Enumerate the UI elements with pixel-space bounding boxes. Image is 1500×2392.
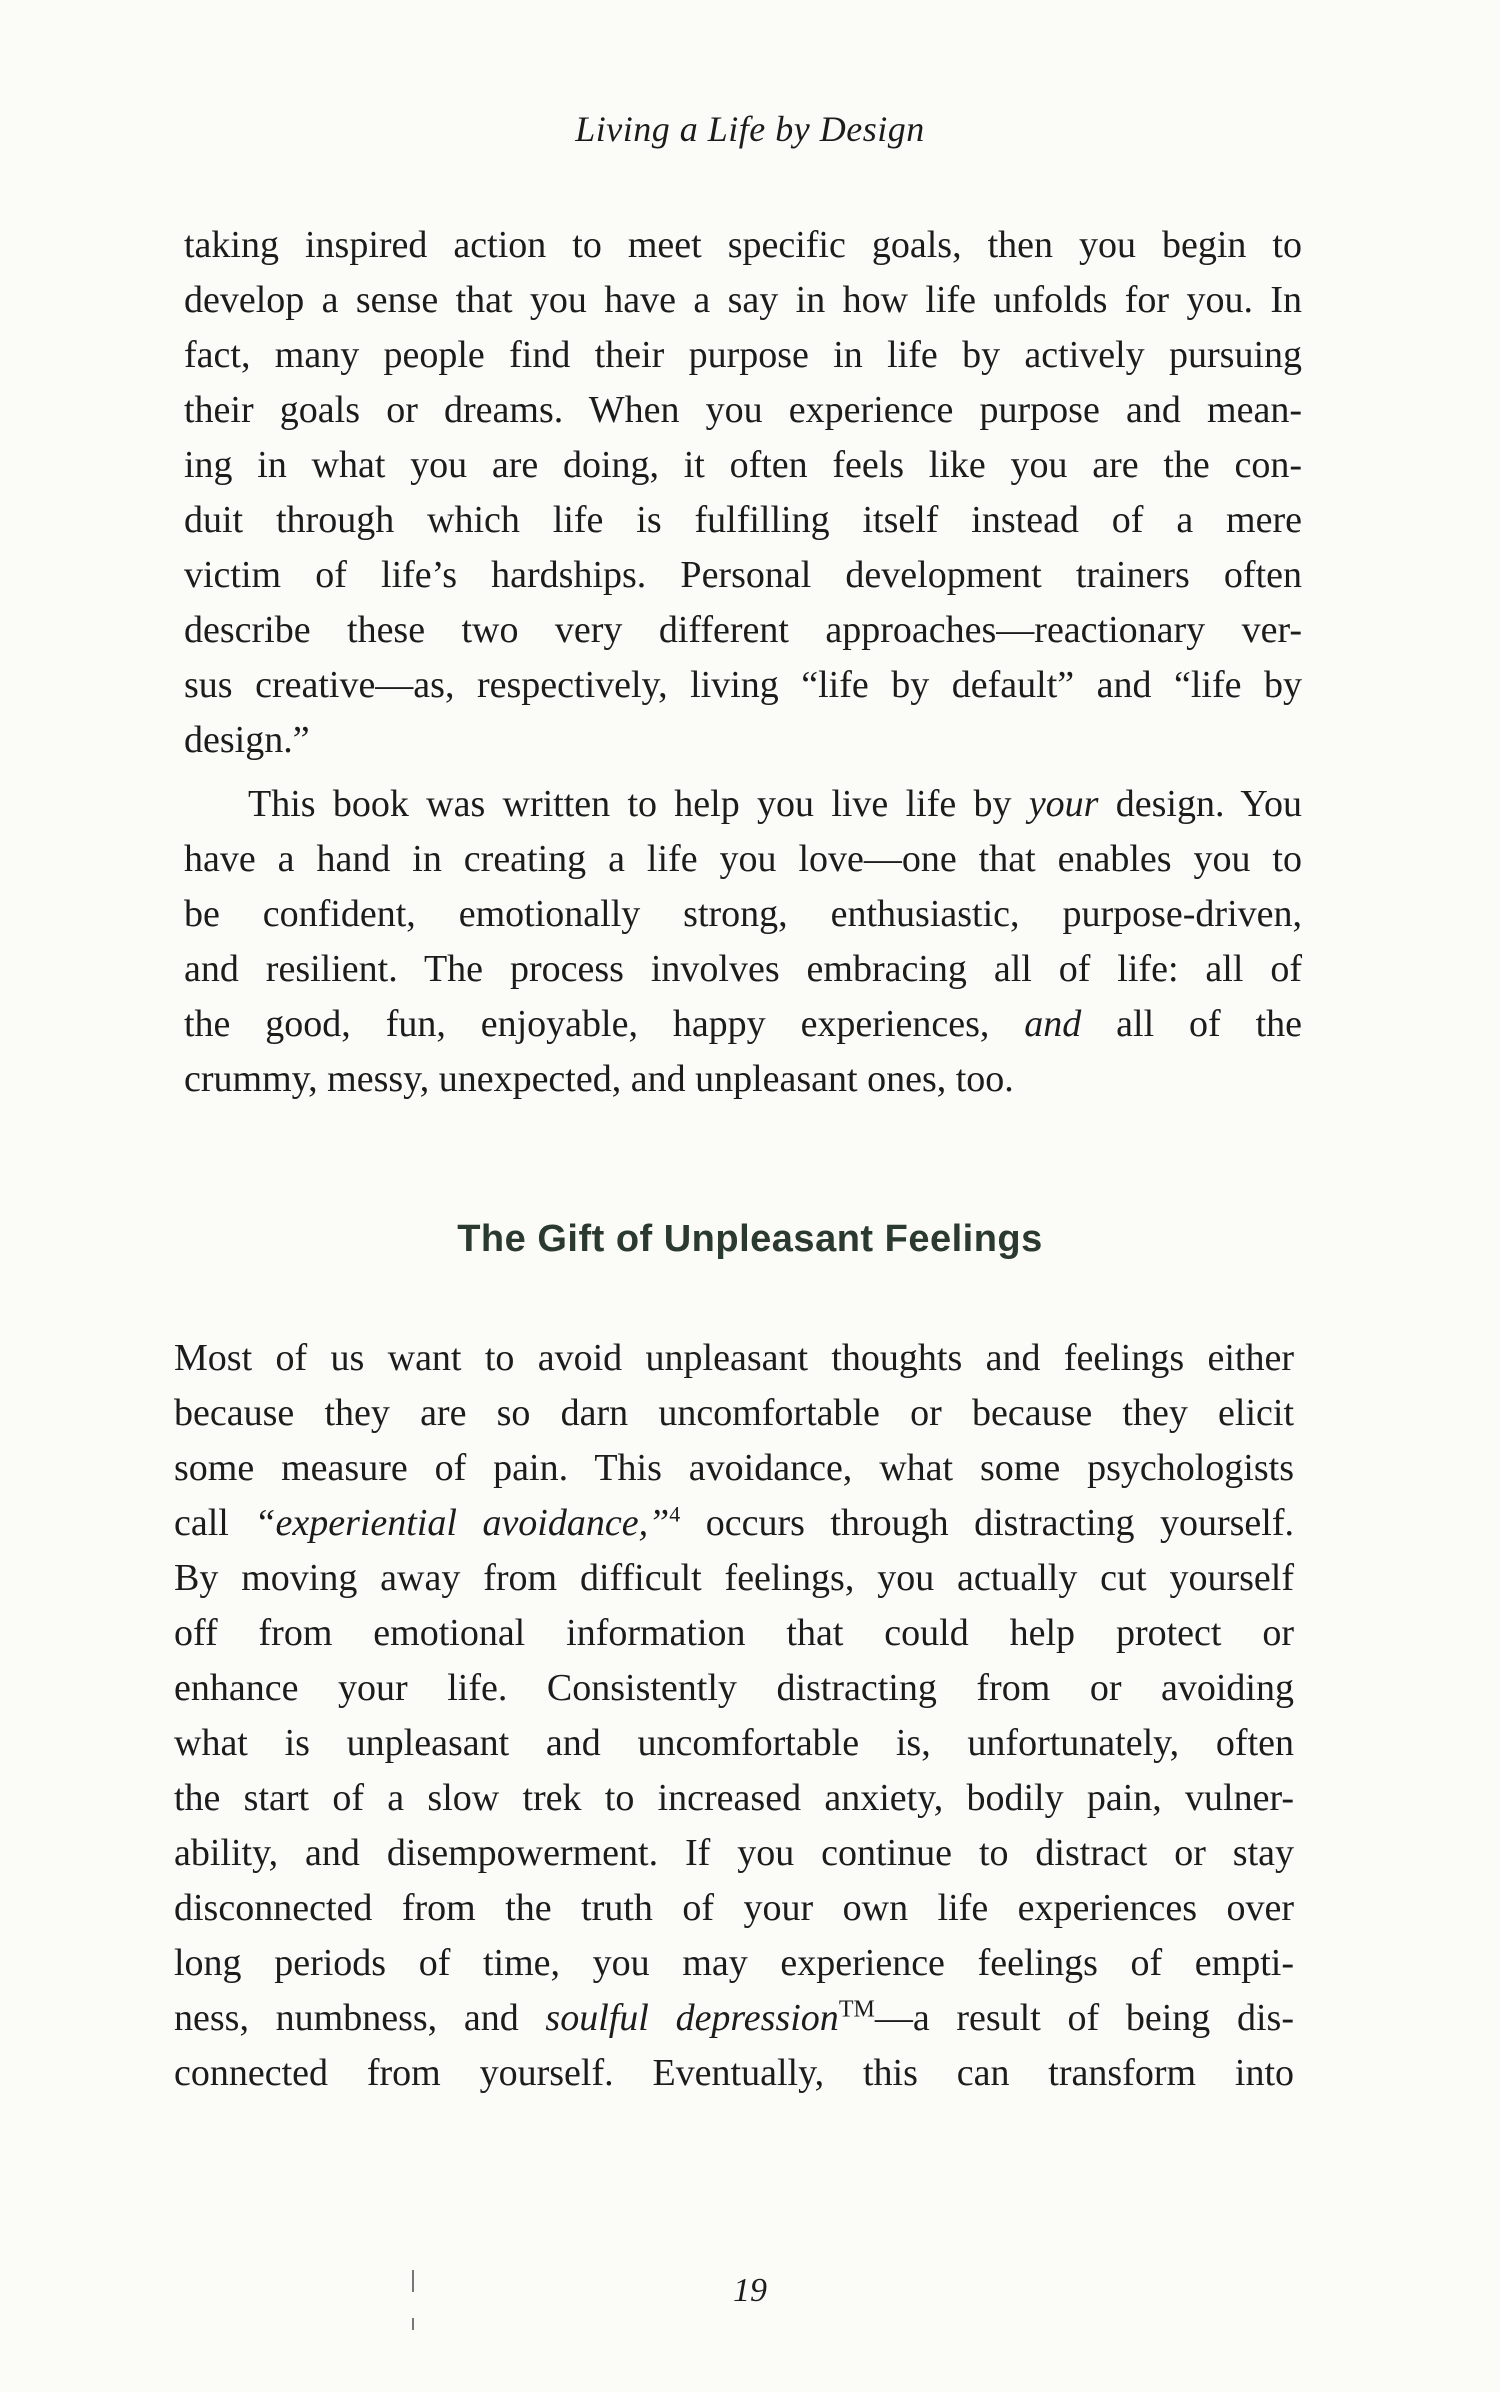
text-line: crummy, messy, unexpected, and unpleasant ones, too.: [184, 1058, 1014, 1100]
text-line: ness, numbness, and soulful depression™—a result of being dis-: [174, 1996, 1294, 2039]
text-line: the start of a slow trek to increased anxiety, bodily pain, vulner-: [174, 1777, 1294, 1819]
text-line: sus creative—as, respectively, living “life by default” and “life by: [184, 664, 1302, 706]
trademark-mark: TM: [838, 1996, 875, 2023]
text-line: fact, many people find their purpose in life by actively pursuing: [184, 334, 1302, 376]
text-line: describe these two very different approaches—reactionary ver-: [184, 609, 1302, 651]
emphasis: soulful depression: [545, 1997, 839, 2039]
text-line: design.”: [184, 719, 310, 761]
text-line: connected from yourself. Eventually, this can transform into: [174, 2052, 1294, 2094]
text-line: and resilient. The process involves embracing all of life: all of: [184, 948, 1302, 990]
footnote-ref: 4: [669, 1501, 681, 1527]
text-line: This book was written to help you live life by your design. You: [248, 783, 1302, 825]
text-line: taking inspired action to meet specific goals, then you begin to: [184, 224, 1302, 266]
text-line: off from emotional information that could help protect or: [174, 1612, 1294, 1654]
text-line: victim of life’s hardships. Personal development trainers often: [184, 554, 1302, 596]
text-line: what is unpleasant and uncomfortable is, unfortunately, often: [174, 1722, 1294, 1764]
text-line: their goals or dreams. When you experience purpose and mean-: [184, 389, 1302, 431]
text-line: duit through which life is fulfilling itself instead of a mere: [184, 499, 1302, 541]
page-number: 19: [733, 2272, 767, 2309]
paragraph-3: [174, 1331, 1294, 2101]
text-line: some measure of pain. This avoidance, what some psychologists: [174, 1447, 1294, 1489]
emphasis: “experiential avoidance,”: [254, 1502, 670, 1544]
text-line: disconnected from the truth of your own life experiences over: [174, 1887, 1294, 1929]
scan-mark: [412, 2318, 414, 2330]
paragraph-2: [184, 777, 1302, 1107]
paragraph-1: [184, 218, 1302, 768]
section-heading: The Gift of Unpleasant Feelings: [457, 1218, 1043, 1260]
text-line: call “experiential avoidance,”$^4$ occurs through distracting yourself.: [174, 1501, 1294, 1544]
emphasis: your: [1028, 783, 1099, 825]
text-line: have a hand in creating a life you love—one that enables you to: [184, 838, 1302, 880]
text-line: the good, fun, enjoyable, happy experiences, and all of the: [184, 1003, 1302, 1045]
text-line: ability, and disempowerment. If you continue to distract or stay: [174, 1832, 1294, 1874]
text-line: because they are so darn uncomfortable or because they elicit: [174, 1392, 1294, 1434]
text-line: ing in what you are doing, it often feels like you are the con-: [184, 444, 1302, 486]
text-line: develop a sense that you have a say in how life unfolds for you. In: [184, 279, 1302, 321]
text-line: By moving away from difficult feelings, you actually cut yourself: [174, 1557, 1294, 1599]
text-line: be confident, emotionally strong, enthusiastic, purpose-driven,: [184, 893, 1302, 935]
text-line: long periods of time, you may experience feelings of empti-: [174, 1942, 1294, 1984]
text-line: enhance your life. Consistently distracting from or avoiding: [174, 1667, 1294, 1709]
emphasis: and: [1024, 1003, 1082, 1045]
text-line: Most of us want to avoid unpleasant thoughts and feelings either: [174, 1337, 1294, 1379]
running-head: Living a Life by Design: [575, 109, 925, 149]
